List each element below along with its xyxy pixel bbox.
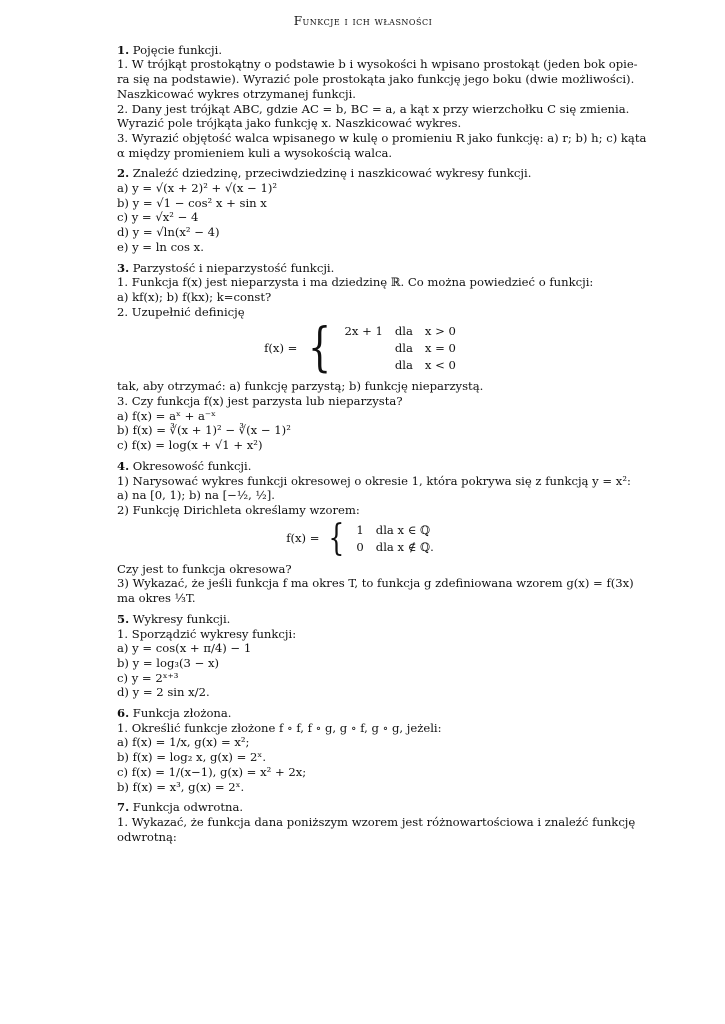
text-line: 1. W trójkąt prostokątny o podstawie b i wysokości h wpisano prostokąt (jeden bok opie- xyxy=(117,57,638,72)
case-row xyxy=(338,340,461,357)
case-word: dla xyxy=(394,357,413,372)
case-row xyxy=(338,323,461,340)
case-condition: x = 0 xyxy=(424,340,456,355)
case-row xyxy=(350,522,439,539)
formula-line: b) f(x) = ∛(x + 1)² − ∛(x − 1)² xyxy=(117,423,291,438)
text-line: a) kf(x); b) f(kx); k=const? xyxy=(117,289,272,304)
section-4 xyxy=(117,458,634,606)
page-title: Funkcje i ich własności xyxy=(293,14,433,28)
formula-line: e) y = ln cos x. xyxy=(117,239,204,254)
formula-line: c) f(x) = log(x + √1 + x²) xyxy=(117,438,263,453)
text-line: 1. Funkcja f(x) jest nieparzysta i ma dziedzinę ℝ. Co można powiedzieć o funkcji: xyxy=(117,275,594,290)
case-word: dla x ∉ ℚ. xyxy=(375,539,434,554)
section-heading: 5. Wykresy funkcji. xyxy=(117,611,231,626)
text-line: Naszkicować wykres otrzymanej funkcji. xyxy=(117,86,356,101)
formula-line: a) y = √(x + 2)² + √(x − 1)² xyxy=(117,181,278,196)
case-word: dla xyxy=(394,340,413,355)
cases-table xyxy=(350,522,439,556)
section-heading: 6. Funkcja złożona. xyxy=(117,706,232,721)
text-line: 2) Funkcję Dirichleta określamy wzorem: xyxy=(117,502,360,517)
equation-lhs: f(x) = xyxy=(264,341,298,355)
formula-line: b) y = √1 − cos² x + sin x xyxy=(117,195,267,210)
section-heading: 7. Funkcja odwrotna. xyxy=(117,800,244,815)
text-line: 2. Dany jest trójkąt ABC, gdzie AC = b, BC = a, a kąt x przy wierzchołku C się zmienia. xyxy=(117,101,630,116)
text-line: 1) Narysować wykres funkcji okresowej o okresie 1, która pokrywa się z funkcją y = x²: xyxy=(117,473,631,488)
formula-line: b) f(x) = x³, g(x) = 2ˣ. xyxy=(117,779,245,794)
section-heading: 2. Znaleźć dziedzinę, przeciwdziedzinę i naszkicować wykresy funkcji. xyxy=(117,166,532,181)
section-1 xyxy=(117,42,647,161)
text-line: ra się na podstawie). Wyrazić pole prostokąta jako funkcję jego boku (dwie możliwości). xyxy=(117,72,635,87)
text-line: 1. Określić funkcje złożone f ∘ f, f ∘ g, g ∘ f, g ∘ g, jeżeli: xyxy=(117,720,442,735)
formula-line: a) y = cos(x + π/4) − 1 xyxy=(117,641,252,656)
text-line: odwrotną: xyxy=(117,829,177,844)
case-condition: x < 0 xyxy=(424,357,456,372)
case-condition: x > 0 xyxy=(424,324,456,339)
text-line: 1. Wykazać, że funkcja dana poniższym wzorem jest różnowartościowa i znaleźć funkcję xyxy=(117,814,636,829)
section-5 xyxy=(117,612,609,700)
formula-line: c) y = 2ˣ⁺³ xyxy=(117,670,179,685)
case-value: 0 xyxy=(356,539,364,554)
left-brace: { xyxy=(328,517,345,559)
section-7 xyxy=(117,800,636,844)
formula-line: d) y = √ln(x² − 4) xyxy=(117,225,220,240)
formula-line: b) y = log₃(3 − x) xyxy=(117,655,220,670)
text-line: Czy jest to funkcja okresowa? xyxy=(117,561,292,576)
text-line: Wyrazić pole trójkąta jako funkcję x. Naszkicować wykres. xyxy=(117,116,462,131)
left-brace: { xyxy=(308,318,332,379)
cases-table xyxy=(338,323,461,373)
case-row xyxy=(350,539,439,556)
text-line: 1. Sporządzić wykresy funkcji: xyxy=(117,626,297,641)
formula-line: a) f(x) = 1/x, g(x) = x²; xyxy=(117,735,250,750)
text-line: ma okres ⅓T. xyxy=(117,591,196,606)
section-3 xyxy=(117,261,609,453)
case-value: 2x + 1 xyxy=(344,324,383,339)
case-row xyxy=(338,357,461,374)
piecewise-definition xyxy=(117,318,609,379)
formula-line: d) y = 2 sin x/2. xyxy=(117,685,210,700)
section-heading: 4. Okresowość funkcji. xyxy=(117,458,252,473)
section-heading: 1. Pojęcie funkcji. xyxy=(117,42,223,57)
text-line: a) na [0, 1); b) na [−½, ½]. xyxy=(117,488,275,503)
section-6 xyxy=(117,706,609,794)
section-heading: 3. Parzystość i nieparzystość funkcji. xyxy=(117,260,335,275)
dirichlet-definition xyxy=(117,517,609,559)
text-line: 3) Wykazać, że jeśli funkcja f ma okres T, to funkcja g zdefiniowana wzorem g(x) = f(3x) xyxy=(117,576,634,591)
case-value: 1 xyxy=(356,522,364,537)
case-value xyxy=(338,357,388,374)
text-line: α między promieniem kuli a wysokością walca. xyxy=(117,145,393,160)
case-value xyxy=(338,340,388,357)
text-line: 2. Uzupełnić definicję xyxy=(117,304,245,319)
text-line: 3. Czy funkcja f(x) jest parzysta lub nieparzysta? xyxy=(117,394,403,409)
equation-lhs: f(x) = xyxy=(286,531,320,546)
case-word: dla xyxy=(394,324,413,339)
formula-line: a) f(x) = aˣ + a⁻ˣ xyxy=(117,408,216,423)
text-line: 3. Wyrazić objętość walca wpisanego w kulę o promieniu R jako funkcję: a) r; b) h; c) kąta xyxy=(117,130,647,145)
formula-line: c) y = √x² − 4 xyxy=(117,210,199,225)
text-line: tak, aby otrzymać: a) funkcję parzystą; b) funkcję nieparzystą. xyxy=(117,379,484,394)
section-2 xyxy=(117,166,609,254)
case-word: dla x ∈ ℚ xyxy=(375,522,431,537)
formula-line: c) f(x) = 1/(x−1), g(x) = x² + 2x; xyxy=(117,764,307,779)
document-page xyxy=(117,14,647,844)
formula-line: b) f(x) = log₂ x, g(x) = 2ˣ. xyxy=(117,750,267,765)
